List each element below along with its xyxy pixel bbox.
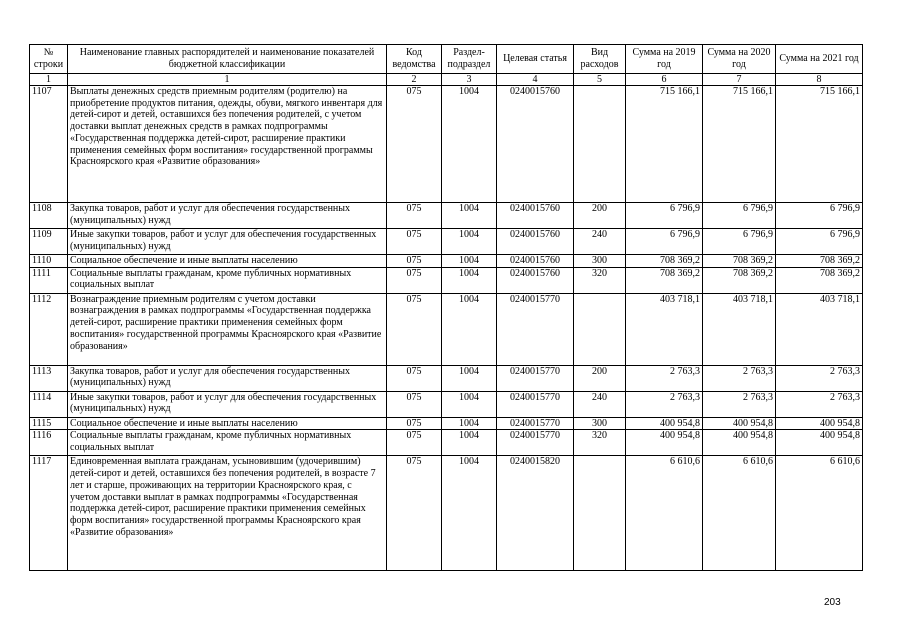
row-expense-type: 320: [574, 267, 626, 293]
row-sum-2019: 6 796,9: [626, 203, 703, 229]
table-row: [30, 293, 863, 365]
header-dept-code: Код ведомства: [387, 45, 442, 74]
row-number: 1113: [30, 365, 68, 391]
header-row-no: № строки: [30, 45, 68, 74]
row-target: 0240015820: [497, 456, 574, 571]
table-row: [30, 365, 863, 391]
row-sum-2021: 6 610,6: [776, 456, 863, 571]
row-name: Закупка товаров, работ и услуг для обеспечения государственных (муниципальных) нужд: [68, 203, 387, 229]
row-sum-2020: 2 763,3: [703, 365, 776, 391]
row-sum-2019: 403 718,1: [626, 293, 703, 365]
row-target: 0240015760: [497, 267, 574, 293]
row-target: 0240015760: [497, 229, 574, 255]
table-row: [30, 203, 863, 229]
row-sum-2021: 400 954,8: [776, 417, 863, 430]
row-target: 0240015760: [497, 255, 574, 268]
row-target: 0240015770: [497, 417, 574, 430]
row-name: Социальные выплаты гражданам, кроме публичных нормативных социальных выплат: [68, 267, 387, 293]
row-sum-2020: 400 954,8: [703, 430, 776, 456]
row-expense-type: 320: [574, 430, 626, 456]
page-number: 203: [824, 597, 841, 608]
column-number: 2: [387, 74, 442, 86]
row-expense-type: 300: [574, 255, 626, 268]
row-number: 1109: [30, 229, 68, 255]
budget-table: [29, 44, 863, 571]
row-target: 0240015770: [497, 430, 574, 456]
header-section: Раздел-подраздел: [442, 45, 497, 74]
row-section: 1004: [442, 267, 497, 293]
row-target: 0240015760: [497, 86, 574, 203]
row-dept-code: 075: [387, 293, 442, 365]
row-expense-type: 200: [574, 365, 626, 391]
row-sum-2019: 708 369,2: [626, 267, 703, 293]
row-name: Иные закупки товаров, работ и услуг для обеспечения государственных (муниципальных) нужд: [68, 391, 387, 417]
row-sum-2019: 6 610,6: [626, 456, 703, 571]
row-sum-2020: 2 763,3: [703, 391, 776, 417]
row-sum-2021: 403 718,1: [776, 293, 863, 365]
column-number: 1: [30, 74, 68, 86]
column-number: 8: [776, 74, 863, 86]
row-sum-2019: 400 954,8: [626, 417, 703, 430]
row-number: 1116: [30, 430, 68, 456]
row-target: 0240015760: [497, 203, 574, 229]
row-sum-2020: 6 610,6: [703, 456, 776, 571]
header-row: [30, 45, 863, 74]
header-target: Целевая статья: [497, 45, 574, 74]
row-section: 1004: [442, 417, 497, 430]
row-name: Социальное обеспечение и иные выплаты населению: [68, 417, 387, 430]
header-sum-2021: Сумма на 2021 год: [776, 45, 863, 74]
table-row: [30, 255, 863, 268]
row-number: 1112: [30, 293, 68, 365]
row-section: 1004: [442, 229, 497, 255]
row-sum-2021: 6 796,9: [776, 203, 863, 229]
table-row: [30, 267, 863, 293]
row-expense-type: 240: [574, 229, 626, 255]
row-section: 1004: [442, 391, 497, 417]
column-number: 5: [574, 74, 626, 86]
row-sum-2020: 708 369,2: [703, 267, 776, 293]
row-name: Единовременная выплата гражданам, усыновившим (удочерившим) детей-сирот и детей, оставшихся без попечения родителей, в возрасте 7 лет и старше, проживающих на территории Красноярского края, с учетом доставки выплат в рамках подпрограммы «Государственная поддержка детей-сирот, расширение практики применения семейных форм воспитания» государственной программы Красноярского края «Развитие образования»: [68, 456, 387, 571]
row-number: 1107: [30, 86, 68, 203]
row-dept-code: 075: [387, 391, 442, 417]
row-expense-type: 300: [574, 417, 626, 430]
table-row: [30, 430, 863, 456]
column-number: 4: [497, 74, 574, 86]
row-sum-2021: 2 763,3: [776, 391, 863, 417]
row-sum-2021: 400 954,8: [776, 430, 863, 456]
row-dept-code: 075: [387, 86, 442, 203]
row-sum-2021: 2 763,3: [776, 365, 863, 391]
column-number: 6: [626, 74, 703, 86]
header-expense-type: Вид расходов: [574, 45, 626, 74]
row-dept-code: 075: [387, 417, 442, 430]
header-sum-2019: Сумма на 2019 год: [626, 45, 703, 74]
row-name: Закупка товаров, работ и услуг для обеспечения государственных (муниципальных) нужд: [68, 365, 387, 391]
row-section: 1004: [442, 430, 497, 456]
row-dept-code: 075: [387, 229, 442, 255]
row-dept-code: 075: [387, 456, 442, 571]
table-row: [30, 229, 863, 255]
row-section: 1004: [442, 293, 497, 365]
row-name: Иные закупки товаров, работ и услуг для обеспечения государственных (муниципальных) нужд: [68, 229, 387, 255]
row-number: 1115: [30, 417, 68, 430]
row-section: 1004: [442, 456, 497, 571]
column-number: 1: [68, 74, 387, 86]
row-sum-2021: 6 796,9: [776, 229, 863, 255]
row-sum-2019: 2 763,3: [626, 365, 703, 391]
row-section: 1004: [442, 203, 497, 229]
row-sum-2020: 715 166,1: [703, 86, 776, 203]
row-expense-type: 200: [574, 203, 626, 229]
row-name: Социальные выплаты гражданам, кроме публичных нормативных социальных выплат: [68, 430, 387, 456]
row-expense-type: 240: [574, 391, 626, 417]
row-expense-type: [574, 86, 626, 203]
row-dept-code: 075: [387, 365, 442, 391]
row-target: 0240015770: [497, 391, 574, 417]
row-sum-2020: 400 954,8: [703, 417, 776, 430]
row-sum-2020: 6 796,9: [703, 229, 776, 255]
table-row: [30, 86, 863, 203]
row-name: Выплаты денежных средств приемным родителям (родителю) на приобретение продуктов питания, одежды, обуви, мягкого инвентаря для детей-сирот и детей, оставшихся без попечения родителей, с учетом доставки выплат денежных средств в рамках подпрограммы «Государственная поддержка детей-сирот, расширение практики применения семейных форм воспитания» государственной программы Красноярского края «Развитие образования»: [68, 86, 387, 203]
table-row: [30, 391, 863, 417]
row-number: 1114: [30, 391, 68, 417]
row-section: 1004: [442, 255, 497, 268]
row-sum-2019: 708 369,2: [626, 255, 703, 268]
row-expense-type: [574, 456, 626, 571]
row-expense-type: [574, 293, 626, 365]
header-name: Наименование главных распорядителей и наименование показателей бюджетной классификации: [68, 45, 387, 74]
row-dept-code: 075: [387, 203, 442, 229]
row-dept-code: 075: [387, 430, 442, 456]
row-sum-2020: 6 796,9: [703, 203, 776, 229]
row-section: 1004: [442, 86, 497, 203]
column-number-row: [30, 74, 863, 86]
row-sum-2020: 708 369,2: [703, 255, 776, 268]
header-sum-2020: Сумма на 2020 год: [703, 45, 776, 74]
row-dept-code: 075: [387, 255, 442, 268]
row-name: Вознаграждение приемным родителям с учетом доставки вознаграждения в рамках подпрограммы «Государственная поддержка детей-сирот, расширение практики применения семейных форм воспитания» государственной программы Красноярского края «Развитие образования»: [68, 293, 387, 365]
row-sum-2019: 2 763,3: [626, 391, 703, 417]
row-sum-2020: 403 718,1: [703, 293, 776, 365]
row-number: 1108: [30, 203, 68, 229]
row-sum-2019: 6 796,9: [626, 229, 703, 255]
row-number: 1110: [30, 255, 68, 268]
row-sum-2019: 400 954,8: [626, 430, 703, 456]
row-target: 0240015770: [497, 365, 574, 391]
row-sum-2021: 708 369,2: [776, 267, 863, 293]
row-number: 1111: [30, 267, 68, 293]
row-dept-code: 075: [387, 267, 442, 293]
row-sum-2021: 715 166,1: [776, 86, 863, 203]
column-number: 7: [703, 74, 776, 86]
row-name: Социальное обеспечение и иные выплаты населению: [68, 255, 387, 268]
row-sum-2021: 708 369,2: [776, 255, 863, 268]
row-number: 1117: [30, 456, 68, 571]
table-row: [30, 456, 863, 571]
table-row: [30, 417, 863, 430]
row-section: 1004: [442, 365, 497, 391]
row-target: 0240015770: [497, 293, 574, 365]
row-sum-2019: 715 166,1: [626, 86, 703, 203]
column-number: 3: [442, 74, 497, 86]
